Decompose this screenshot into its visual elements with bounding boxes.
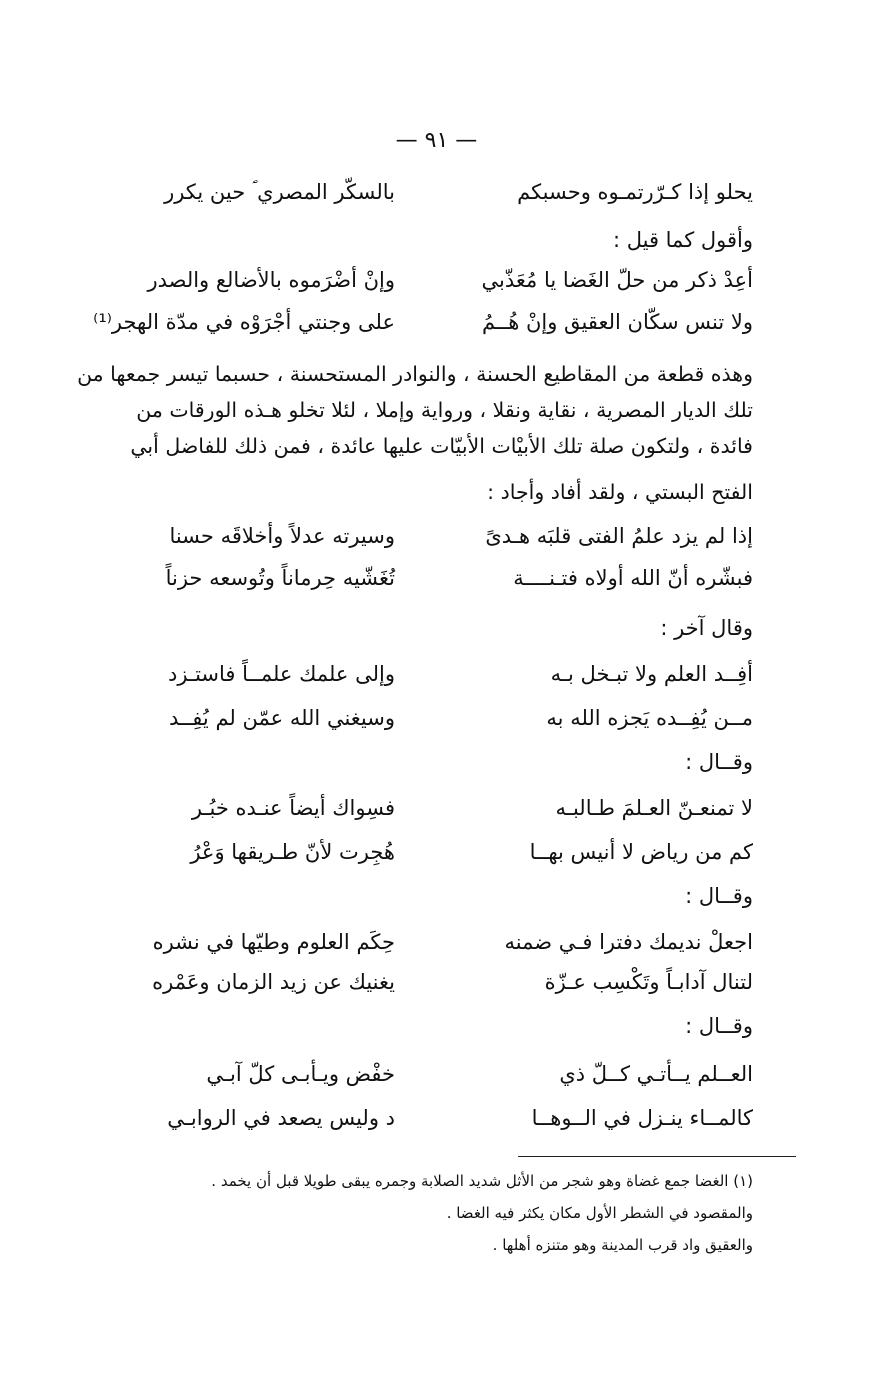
verse-intro: وقــال : [685,750,753,774]
prose-line: وهذه قطعة من المقاطيع الحسنة ، والنوادر المستحسنة ، حسبما تيسر جمعها من [77,362,753,386]
verse-hemistich: وإلى علمك علمــاً فاستـزد [167,662,395,686]
verse-hemistich: كالمــاء ينـزل في الــوهــا [531,1106,753,1130]
verse-hemistich: إذا لم يزد علمُ الفتى قلبَه هـدىً [485,524,753,548]
page-number: — ٩١ — [395,128,478,153]
verse-hemistich: وإنْ أضْرَموه بالأضالع والصدر [147,268,395,292]
verse-hemistich: يحلو إذا كـرّرتمـوه وحسبكم [517,180,753,204]
verse-intro: وقال آخر : [660,616,753,640]
verse-hemistich: خفْض ويـأبـى كلّ آبـي [206,1062,395,1086]
verse-hemistich: حِكَم العلوم وطيّها في نشره [152,930,395,954]
verse-hemistich: وسيغني الله عمّن لم يُفِــد [168,706,395,730]
verse-hemistich: أفِــد العلم ولا تبـخل بـه [550,662,753,686]
footnote-line: والمقصود في الشطر الأول مكان يكثر فيه الغضا . [446,1204,753,1222]
verse-hemistich: ولا تنس سكّان العقيق وإنْ هُــمُ [481,310,753,334]
prose-line: فائدة ، ولتكون صلة تلك الأبيْات الأبيّات عليها عائدة ، فمن ذلك للفاضل أبي [130,434,753,458]
verse-intro: وقــال : [685,884,753,908]
prose-line: تلك الديار المصرية ، نقاية ونقلا ، ورواية وإملا ، لئلا تخلو هـذه الورقات من [136,398,753,422]
verse-hemistich: فبشّره أنّ الله أولاه فتـنــــة [513,566,753,590]
verse-hemistich: العــلم يــأتـي كــلّ ذي [559,1062,753,1086]
verse-hemistich: هُجِرت لأنّ طـريقها وَعْرُ [190,840,395,864]
verse-hemistich: أعِدْ ذكر من حلّ الغَضا يا مُعَذّبي [481,268,753,292]
verse-hemistich: فسِواك أيضاً عنـده خبُـر [191,796,395,820]
verse-hemistich: يغنيك عن زيد الزمان وعَمْره [152,970,395,994]
verse-hemistich: مــن يُفِــده يَجزه الله به [546,706,753,730]
verse-intro: وأقول كما قيل : [612,228,753,252]
verse-hemistich: وسيرته عدلاً وأخلاقَه حسنا [169,524,395,548]
verse-hemistich: لتنال آدابـاً وتَكْسِب عـزّة [544,970,753,994]
footnote-line: والعقيق واد قرب المدينة وهو متنزه أهلها . [492,1236,753,1254]
verse-hemistich: على وجنتي أجْرَوْه في مدّة الهجر⁽¹⁾ [93,310,395,334]
verse-hemistich: تُغَشّيه حِرماناً وتُوسعه حزناً [165,566,395,590]
verse-hemistich: كم من رياض لا أنيس بهــا [529,840,753,864]
prose-line: الفتح البستي ، ولقد أفاد وأجاد : [487,480,753,504]
footnote-rule [518,1156,796,1157]
verse-intro: وقــال : [685,1014,753,1038]
footnote-line: (١) الغضا جمع غضاة وهو شجر من الأثل شديد الصلابة وجمره يبقى طويلا قبل أن يخمد . [211,1172,753,1190]
verse-hemistich: د وليس يصعد في الروابـي [167,1106,395,1130]
verse-hemistich: لا تمنعـنّ العـلمَ طـالبـه [555,796,753,820]
verse-hemistich: بالسكّر المصري ؐ حين يكرر [164,180,395,204]
verse-hemistich: اجعلْ نديمك دفترا فـي ضمنه [504,930,753,954]
